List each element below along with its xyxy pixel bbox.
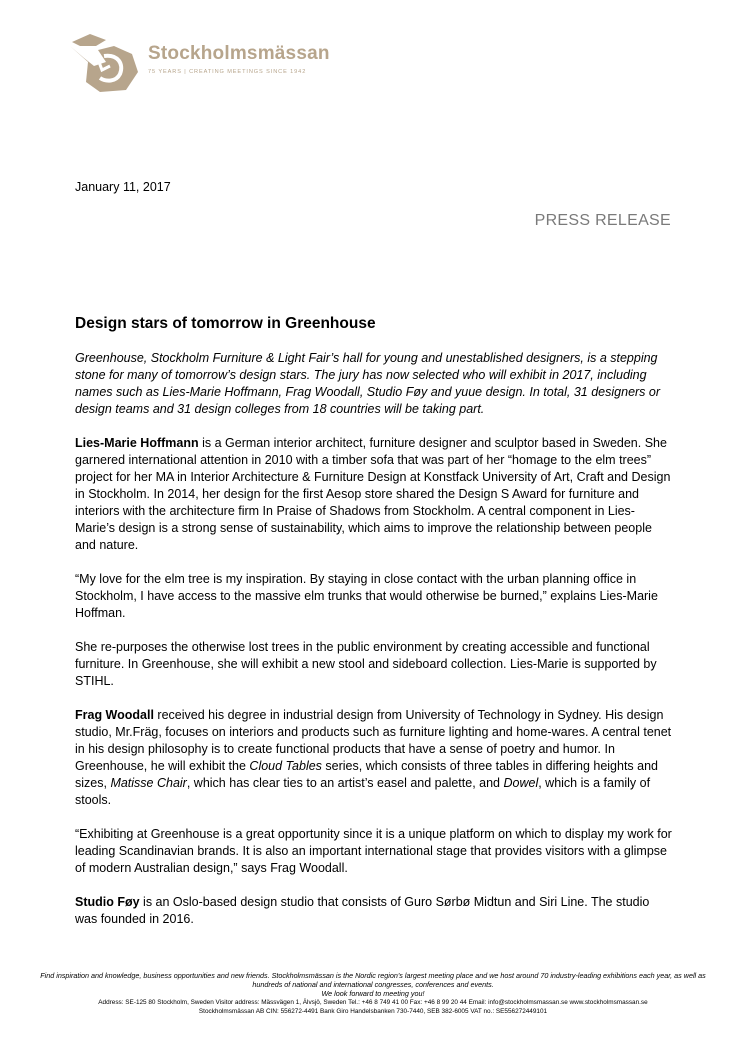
footer-closing: We look forward to meeting you! <box>321 989 425 998</box>
logo-tagline: 75 YEARS | CREATING MEETINGS SINCE 1942 <box>148 69 307 75</box>
logo-mark-icon <box>66 32 142 94</box>
paragraph-studio-foy: Studio Føy is an Oslo-based design studio that consists of Guro Sørbø Midtun and Siri Line. The studio was founded in 2016. <box>75 895 650 926</box>
designer-name: Lies-Marie Hoffmann <box>75 436 199 450</box>
company-logo <box>66 32 336 94</box>
press-release-label: PRESS RELEASE <box>534 212 671 229</box>
footer-registration: Stockholmsmässan AB CIN: 556272-4491 Bank Giro Handelsbanken 730-7440, SEB 382-6005 VAT no.: SE556272449101 <box>198 1008 548 1015</box>
product-name: Dowel <box>503 776 539 790</box>
paragraph-woodall: Frag Woodall received his degree in industrial design from University of Technology in Sydney. His design studio, Mr.Fräg, focuses on interiors and products such as furniture lighting and home-wares. A central tenet in his design philosophy is to create functional products that have a sense of poetry and humor. In Greenhouse, he will exhibit the Cloud Tables series, which consists of three tables in differing heights and sizes, Matisse Chair, which has clear ties to an artist’s easel and palette, and Dowel, which is a family of stools. <box>75 708 672 807</box>
release-date: January 11, 2017 <box>75 180 171 194</box>
designer-name: Frag Woodall <box>75 708 154 722</box>
article-body <box>75 350 675 945</box>
footer-address: Address: SE-125 80 Stockholm, Sweden Visitor address: Mässvägen 1, Älvsjö, Sweden Tel.: +46 8 749 41 00 Fax: +46 8 99 20 44 Email: info@stockholmsmassan.se www.stockholmsmassan.se <box>98 999 648 1006</box>
logo-wordmark: Stockholmsmässan <box>148 43 330 64</box>
designer-name: Studio Føy <box>75 895 140 909</box>
article-title: Design stars of tomorrow in Greenhouse <box>75 315 376 332</box>
ingress-paragraph: Greenhouse, Stockholm Furniture & Light Fair’s hall for young and unestablished designers, is a stepping stone for many of tomorrow’s design stars. The jury has now selected who will exhibit in 2017, including names such as Lies-Marie Hoffmann, Frag Woodall, Studio Føy and yuue design. In total, 31 designers or design teams and 31 design colleges from 18 countries will be taking part. <box>75 351 661 416</box>
page-footer <box>30 971 716 1016</box>
paragraph-repurpose: She re-purposes the otherwise lost trees in the public environment by creating accessible and functional furniture. In Greenhouse, she will exhibit a new stool and sideboard collection. Lies-Marie is supported by STIHL. <box>75 640 657 688</box>
product-name: Cloud Tables <box>249 759 322 773</box>
quote-woodall: “Exhibiting at Greenhouse is a great opportunity since it is a unique platform on which to display my work for leading Scandinavian brands. It is also an important international stage that provides visitors with a glimpse of modern Australian design,” says Frag Woodall. <box>75 827 672 875</box>
product-name: Matisse Chair <box>110 776 187 790</box>
footer-about: Find inspiration and knowledge, business opportunities and new friends. Stockholmsmässan is the Nordic region’s largest meeting place and we host around 70 industry-leading exhibitions each year, as well as hundreds of national and international congresses, conferences and events. <box>40 971 706 989</box>
paragraph-hoffmann: Lies-Marie Hoffmann is a German interior architect, furniture designer and sculptor based in Sweden. She garnered international attention in 2010 with a timber sofa that was part of her “homage to the elm trees” project for her MA in Interior Architecture & Furniture Design at Konstfack University of Art, Craft and Design in Stockholm. In 2014, her design for the first Aesop store shared the Design S Award for furniture and interiors with the architecture firm In Praise of Shadows from Stockholm. A central component in Lies-Marie’s design is a strong sense of sustainability, which aims to improve the relationship between people and nature. <box>75 436 671 552</box>
quote-hoffmann: “My love for the elm tree is my inspiration. By staying in close contact with the urban planning office in Stockholm, I have access to the massive elm trunks that would otherwise be burned,” explains Lies-Marie Hoffman. <box>75 572 658 620</box>
